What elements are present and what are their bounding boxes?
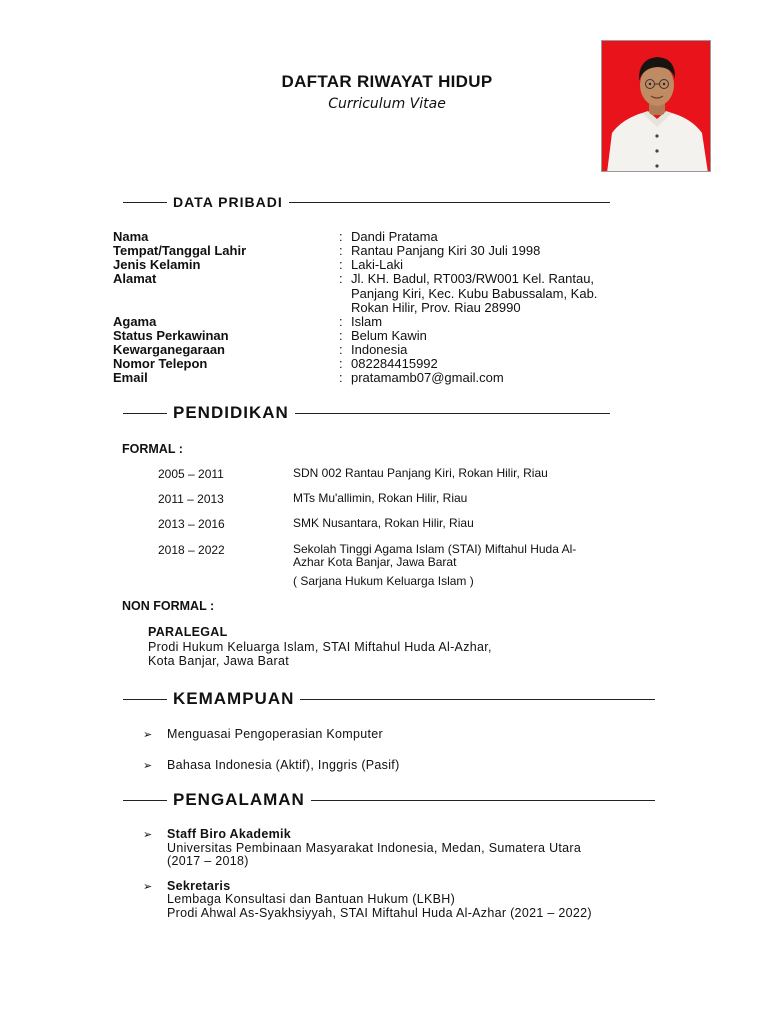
heading-rule bbox=[123, 202, 167, 203]
education-school: Sekolah Tinggi Agama Islam (STAI) Miftahul Huda Al- bbox=[293, 542, 577, 556]
education-years: 2013 – 2016 bbox=[158, 517, 225, 531]
person-portrait-icon bbox=[602, 41, 711, 172]
education-years: 2011 – 2013 bbox=[158, 492, 224, 506]
arrow-bullet-icon: ➢ bbox=[143, 760, 153, 772]
personal-data-table bbox=[0, 230, 768, 390]
section-title: KEMAMPUAN bbox=[173, 689, 295, 708]
education-school: SDN 002 Rantau Panjang Kiri, Rokan Hilir, Riau bbox=[293, 466, 548, 480]
field-label: Tempat/Tanggal Lahir bbox=[113, 243, 247, 258]
arrow-bullet-icon: ➢ bbox=[143, 729, 153, 741]
field-label: Nama bbox=[113, 229, 149, 244]
field-value: Jl. KH. Badul, RT003/RW001 Kel. Rantau, bbox=[351, 271, 595, 286]
experience-title: Staff Biro Akademik bbox=[167, 827, 292, 841]
education-school: SMK Nusantara, Rokan Hilir, Riau bbox=[293, 516, 474, 530]
heading-rule bbox=[123, 800, 167, 801]
field-value: 082284415992 bbox=[351, 356, 438, 371]
field-value: Belum Kawin bbox=[351, 328, 427, 343]
colon: : bbox=[339, 257, 343, 272]
skill-item: Menguasai Pengoperasian Komputer bbox=[167, 727, 383, 741]
field-value: Panjang Kiri, Kec. Kubu Babussalam, Kab. bbox=[351, 285, 598, 301]
colon: : bbox=[339, 271, 343, 286]
field-value: Laki-Laki bbox=[351, 257, 404, 272]
field-value: Dandi Pratama bbox=[351, 229, 438, 244]
nonformal-detail: Kota Banjar, Jawa Barat bbox=[148, 654, 290, 668]
colon: : bbox=[339, 370, 343, 385]
heading-rule bbox=[123, 699, 167, 700]
field-label: Agama bbox=[113, 314, 157, 329]
heading-rule bbox=[311, 800, 655, 801]
education-school: MTs Mu'allimin, Rokan Hilir, Riau bbox=[293, 491, 468, 505]
experience-title: Sekretaris bbox=[167, 879, 231, 893]
heading-rule bbox=[300, 699, 655, 700]
arrow-bullet-icon: ➢ bbox=[143, 829, 153, 841]
section-heading-experience bbox=[123, 790, 655, 810]
section-heading-personal bbox=[123, 194, 610, 210]
field-label: Status Perkawinan bbox=[113, 328, 229, 343]
colon: : bbox=[339, 342, 343, 357]
section-title: PENGALAMAN bbox=[173, 790, 305, 809]
section-heading-skills bbox=[123, 689, 655, 709]
field-label: Nomor Telepon bbox=[113, 356, 208, 371]
field-value: Rokan Hilir, Prov. Riau 28990 bbox=[351, 300, 521, 315]
colon: : bbox=[339, 328, 343, 343]
heading-rule bbox=[295, 413, 610, 414]
field-value: Islam bbox=[351, 314, 383, 329]
document-title: DAFTAR RIWAYAT HIDUP bbox=[281, 72, 493, 91]
field-value: pratamamb07@gmail.com bbox=[351, 370, 504, 385]
skill-item: Bahasa Indonesia (Aktif), Inggris (Pasif) bbox=[167, 758, 400, 772]
field-value: Rantau Panjang Kiri 30 Juli 1998 bbox=[351, 243, 541, 258]
field-label: Alamat bbox=[113, 271, 157, 286]
field-value: Indonesia bbox=[351, 342, 408, 357]
section-title: PENDIDIKAN bbox=[173, 403, 289, 422]
nonformal-title: PARALEGAL bbox=[148, 625, 228, 639]
field-label: Jenis Kelamin bbox=[113, 257, 201, 272]
field-label: Kewarganegaraan bbox=[113, 342, 225, 357]
document-subtitle: Curriculum Vitae bbox=[328, 96, 446, 112]
education-school: Azhar Kota Banjar, Jawa Barat bbox=[293, 555, 457, 569]
colon: : bbox=[339, 243, 343, 258]
section-title: DATA PRIBADI bbox=[173, 194, 283, 210]
experience-detail: Prodi Ahwal As-Syakhsiyyah, STAI Miftahul Huda Al-Azhar (2021 – 2022) bbox=[167, 906, 592, 920]
field-label: Email bbox=[113, 370, 148, 385]
education-years: 2018 – 2022 bbox=[158, 543, 225, 557]
arrow-bullet-icon: ➢ bbox=[143, 881, 153, 893]
skills-list bbox=[0, 727, 768, 777]
formal-education-list bbox=[0, 467, 768, 597]
colon: : bbox=[339, 229, 343, 244]
colon: : bbox=[339, 356, 343, 371]
experience-detail: (2017 – 2018) bbox=[167, 854, 249, 868]
experience-detail: Universitas Pembinaan Masyarakat Indonesia, Medan, Sumatera Utara bbox=[167, 841, 582, 855]
profile-photo bbox=[601, 40, 711, 172]
colon: : bbox=[339, 314, 343, 329]
nonformal-label: NON FORMAL : bbox=[122, 599, 215, 613]
experience-list bbox=[0, 827, 768, 927]
education-years: 2005 – 2011 bbox=[158, 467, 224, 481]
experience-detail: Lembaga Konsultasi dan Bantuan Hukum (LKBH) bbox=[167, 892, 456, 906]
heading-rule bbox=[289, 202, 610, 203]
education-degree: ( Sarjana Hukum Keluarga Islam ) bbox=[293, 574, 474, 588]
section-heading-education bbox=[123, 403, 610, 423]
formal-label: FORMAL : bbox=[122, 442, 183, 456]
heading-rule bbox=[123, 413, 167, 414]
nonformal-detail: Prodi Hukum Keluarga Islam, STAI Miftahul Huda Al-Azhar, bbox=[148, 640, 492, 654]
